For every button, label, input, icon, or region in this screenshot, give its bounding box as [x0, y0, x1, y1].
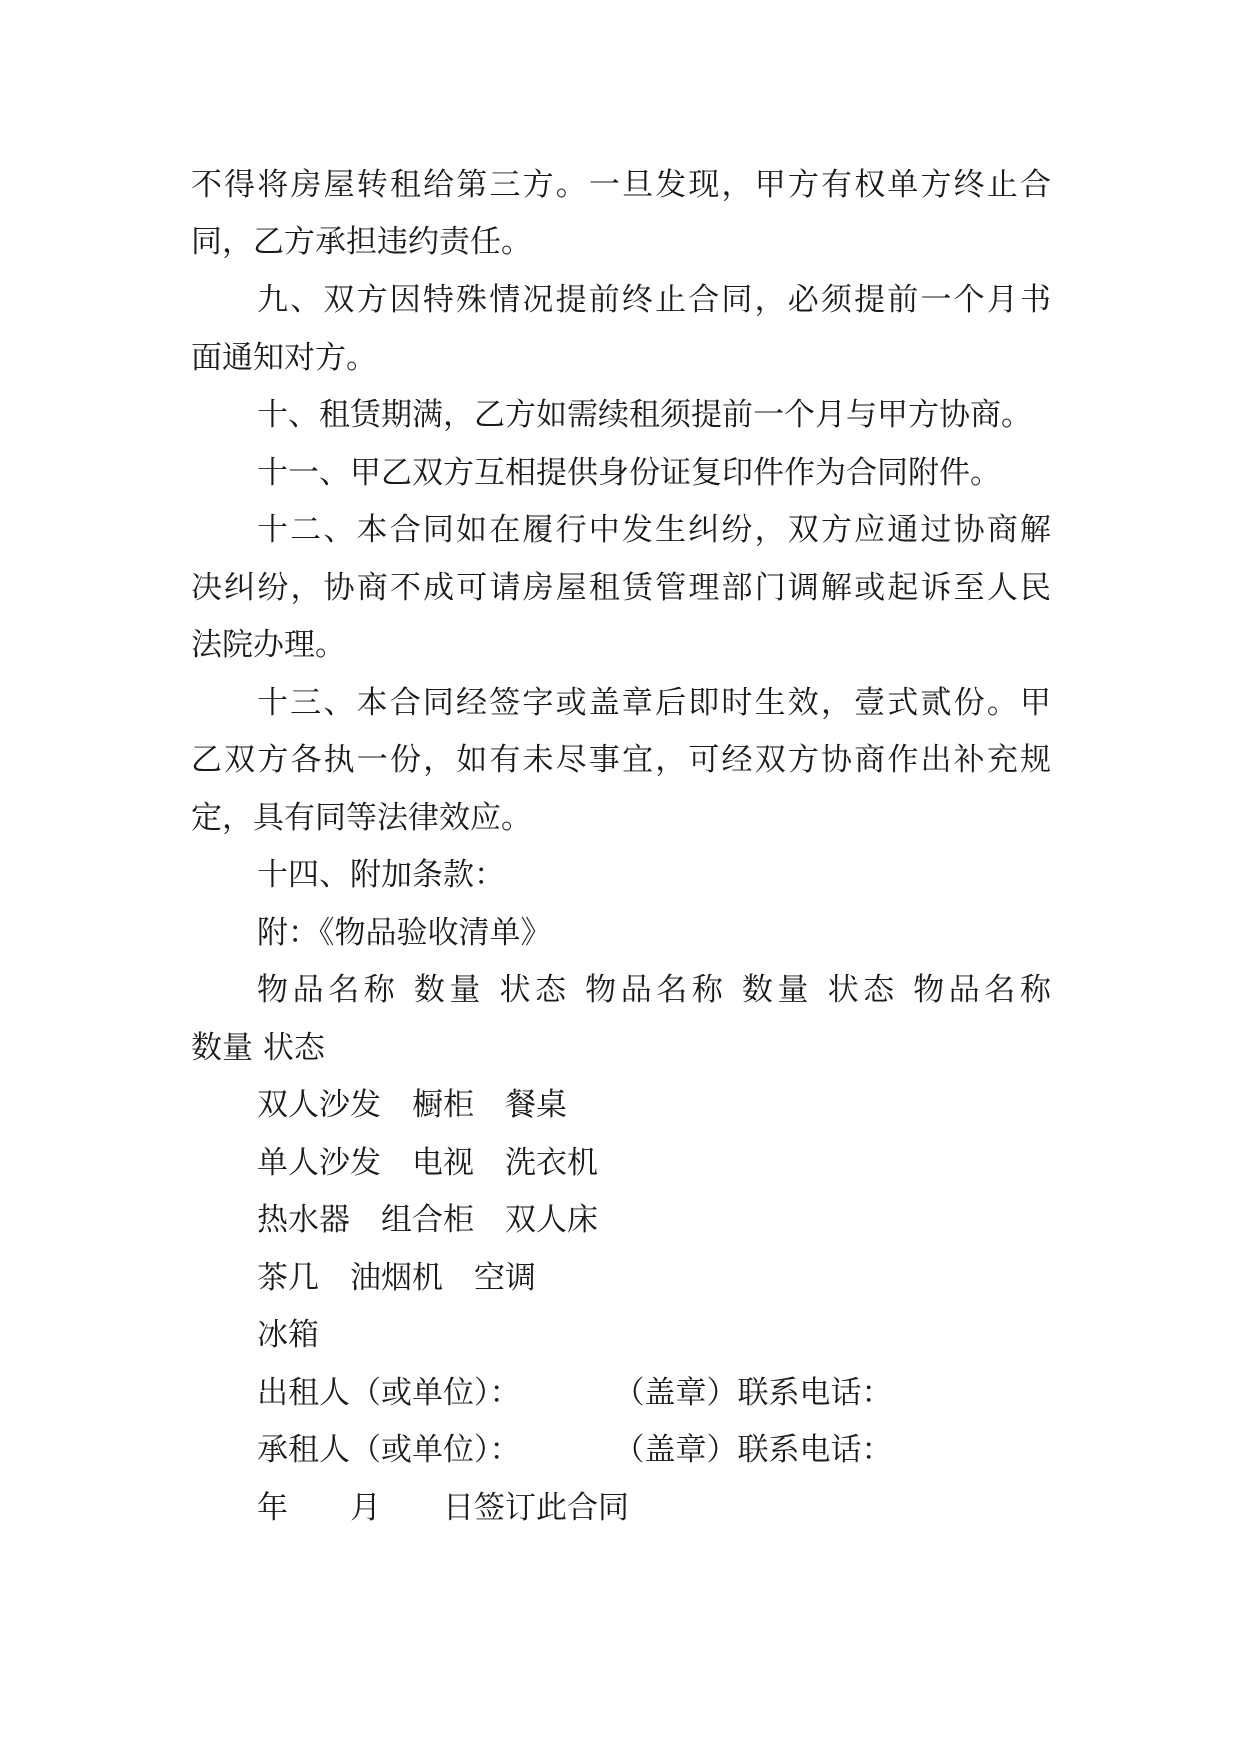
- clause12-line1: 十二、本合同如在履行中发生纠纷，双方应通过协商解: [257, 512, 1051, 548]
- clause12-line3: 法院办理。: [191, 627, 346, 663]
- inventory-row: 茶几 油烟机 空调: [257, 1260, 536, 1296]
- clause13-line3: 定，具有同等法律效应。: [191, 800, 532, 836]
- inventory-row: 单人沙发 电视 洗衣机: [257, 1145, 598, 1181]
- signing-date-line: 年 月 日签订此合同: [257, 1490, 629, 1526]
- clause12-line2: 决纠纷，协商不成可请房屋租赁管理部门调解或起诉至人民: [191, 570, 1051, 606]
- clause13-line1: 十三、本合同经签字或盖章后即时生效，壹式贰份。甲: [257, 685, 1051, 721]
- attachment-title: 附：《物品验收清单》: [257, 915, 552, 951]
- clause10: 十、租赁期满，乙方如需续租须提前一个月与甲方协商。: [257, 397, 1032, 433]
- clause9-line1: 九、双方因特殊情况提前终止合同，必须提前一个月书: [257, 282, 1051, 318]
- inventory-row: 冰箱: [257, 1317, 319, 1353]
- clause8-line1: 不得将房屋转租给第三方。一旦发现，甲方有权单方终止合: [191, 167, 1051, 203]
- clause9-line2: 面通知对方。: [191, 340, 377, 376]
- clause14: 十四、附加条款：: [257, 857, 505, 893]
- inventory-header-line1: 物品名称 数量 状态 物品名称 数量 状态 物品名称: [257, 972, 1051, 1008]
- clause8-line2: 同，乙方承担违约责任。: [191, 224, 532, 260]
- inventory-header-line2: 数量 状态: [191, 1030, 325, 1066]
- clause13-line2: 乙双方各执一份，如有未尽事宜，可经双方协商作出补充规: [191, 742, 1051, 778]
- lessee-signature-line: 承租人（或单位）： （盖章）联系电话：: [257, 1432, 893, 1468]
- inventory-row: 双人沙发 橱柜 餐桌: [257, 1087, 567, 1123]
- clause11: 十一、甲乙双方互相提供身份证复印件作为合同附件。: [257, 455, 1001, 491]
- lessor-signature-line: 出租人（或单位）： （盖章）联系电话：: [257, 1375, 893, 1411]
- inventory-row: 热水器 组合柜 双人床: [257, 1202, 598, 1238]
